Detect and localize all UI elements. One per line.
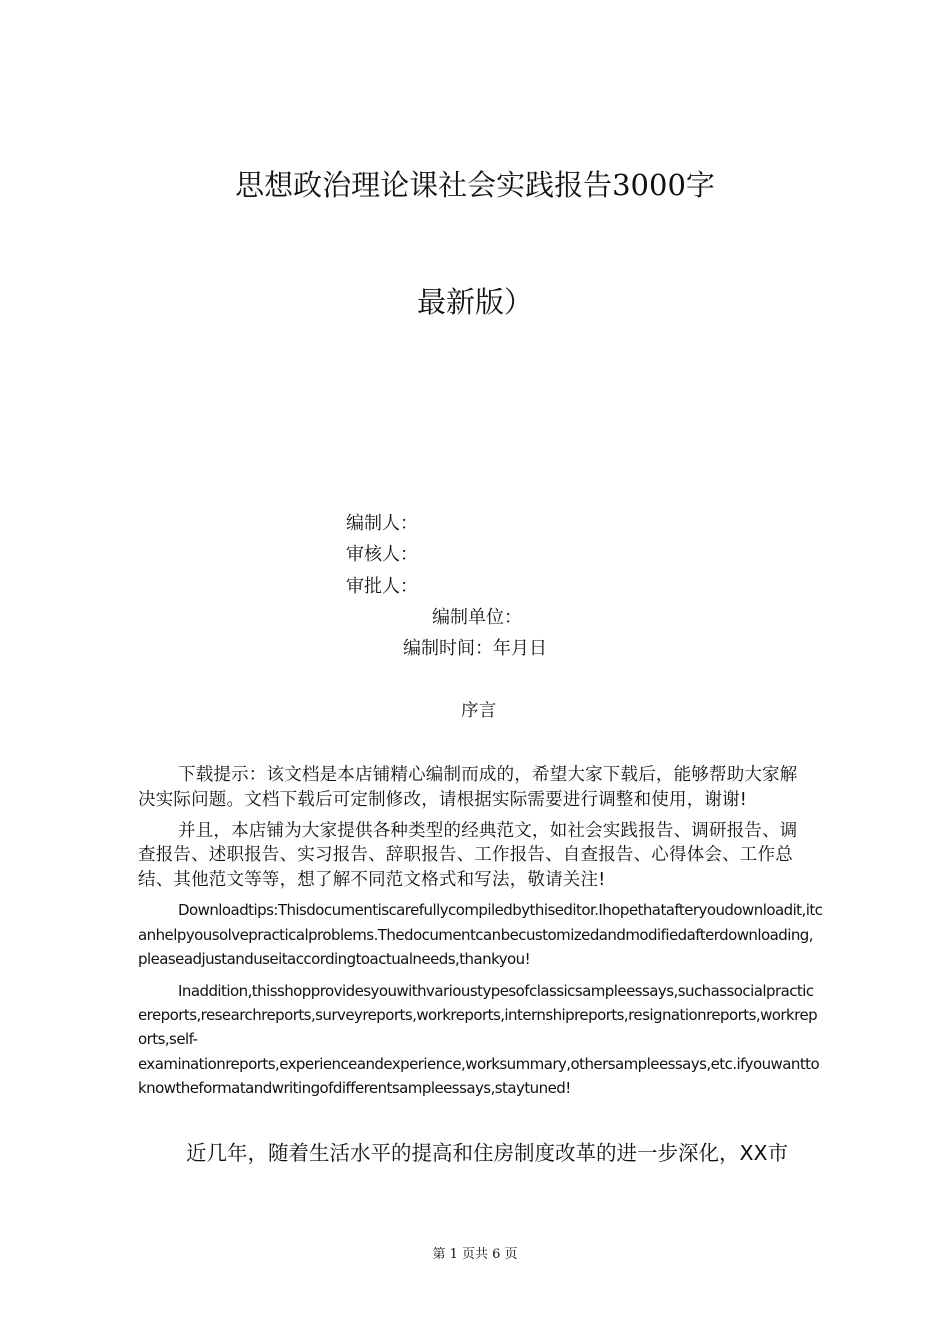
preface-paragraph-2-line-2: 查报告、述职报告、实习报告、辞职报告、工作报告、自查报告、心得体会、工作总 (138, 845, 793, 865)
english-paragraph-2-line-5: knowtheformatandwritingofdifferentsampleessays,staytuned! (138, 1079, 571, 1097)
unit-label: 编制单位： (432, 607, 522, 628)
english-paragraph-2-line-3: orts,self- (138, 1030, 198, 1048)
english-paragraph-1-line-1: Downloadtips:Thisdocumentiscarefullycompiledbythiseditor.Ihopethatafteryoudownloadit,itc (178, 901, 823, 919)
document-title: 思想政治理论课社会实践报告3000字 (235, 168, 715, 202)
english-paragraph-1-line-2: anhelpyousolvepracticalproblems.Thedocumentcanbecustomizedandmodifiedafterdownloading, (138, 926, 814, 944)
approver-label: 审批人： (346, 576, 418, 597)
page-footer: 第 1 页共 6 页 (432, 1247, 518, 1262)
compiler-label: 编制人： (346, 513, 418, 534)
english-paragraph-2-line-4: examinationreports,experienceandexperience,worksummary,othersampleessays,etc.ifyouwantto (138, 1055, 820, 1073)
preface-paragraph-1-line-1: 下载提示：该文档是本店铺精心编制而成的，希望大家下载后，能够帮助大家解 (178, 765, 798, 785)
document-subtitle: 最新版） (416, 285, 533, 319)
time-label: 编制时间：年月日 (403, 638, 547, 659)
body-paragraph: 近几年，随着生活水平的提高和住房制度改革的进一步深化，XX市 (186, 1141, 789, 1165)
english-paragraph-2-line-1: Inaddition,thisshopprovidesyouwithvarioustypesofclassicsampleessays,suchassocialpractic (178, 982, 814, 1000)
english-paragraph-1-line-3: pleaseadjustanduseitaccordingtoactualneeds,thankyou! (138, 950, 531, 968)
english-paragraph-2-line-2: ereports,researchreports,surveyreports,workreports,internshipreports,resignationreports,workrep (138, 1006, 818, 1024)
preface-heading: 序言 (461, 701, 497, 721)
preface-paragraph-1-line-2: 决实际问题。文档下载后可定制修改，请根据实际需要进行调整和使用，谢谢! (138, 790, 748, 810)
reviewer-label: 审核人： (346, 544, 418, 565)
preface-paragraph-2-line-1: 并且，本店铺为大家提供各种类型的经典范文，如社会实践报告、调研报告、调 (178, 821, 798, 841)
preface-paragraph-2-line-3: 结、其他范文等等，想了解不同范文格式和写法，敬请关注! (138, 870, 606, 890)
